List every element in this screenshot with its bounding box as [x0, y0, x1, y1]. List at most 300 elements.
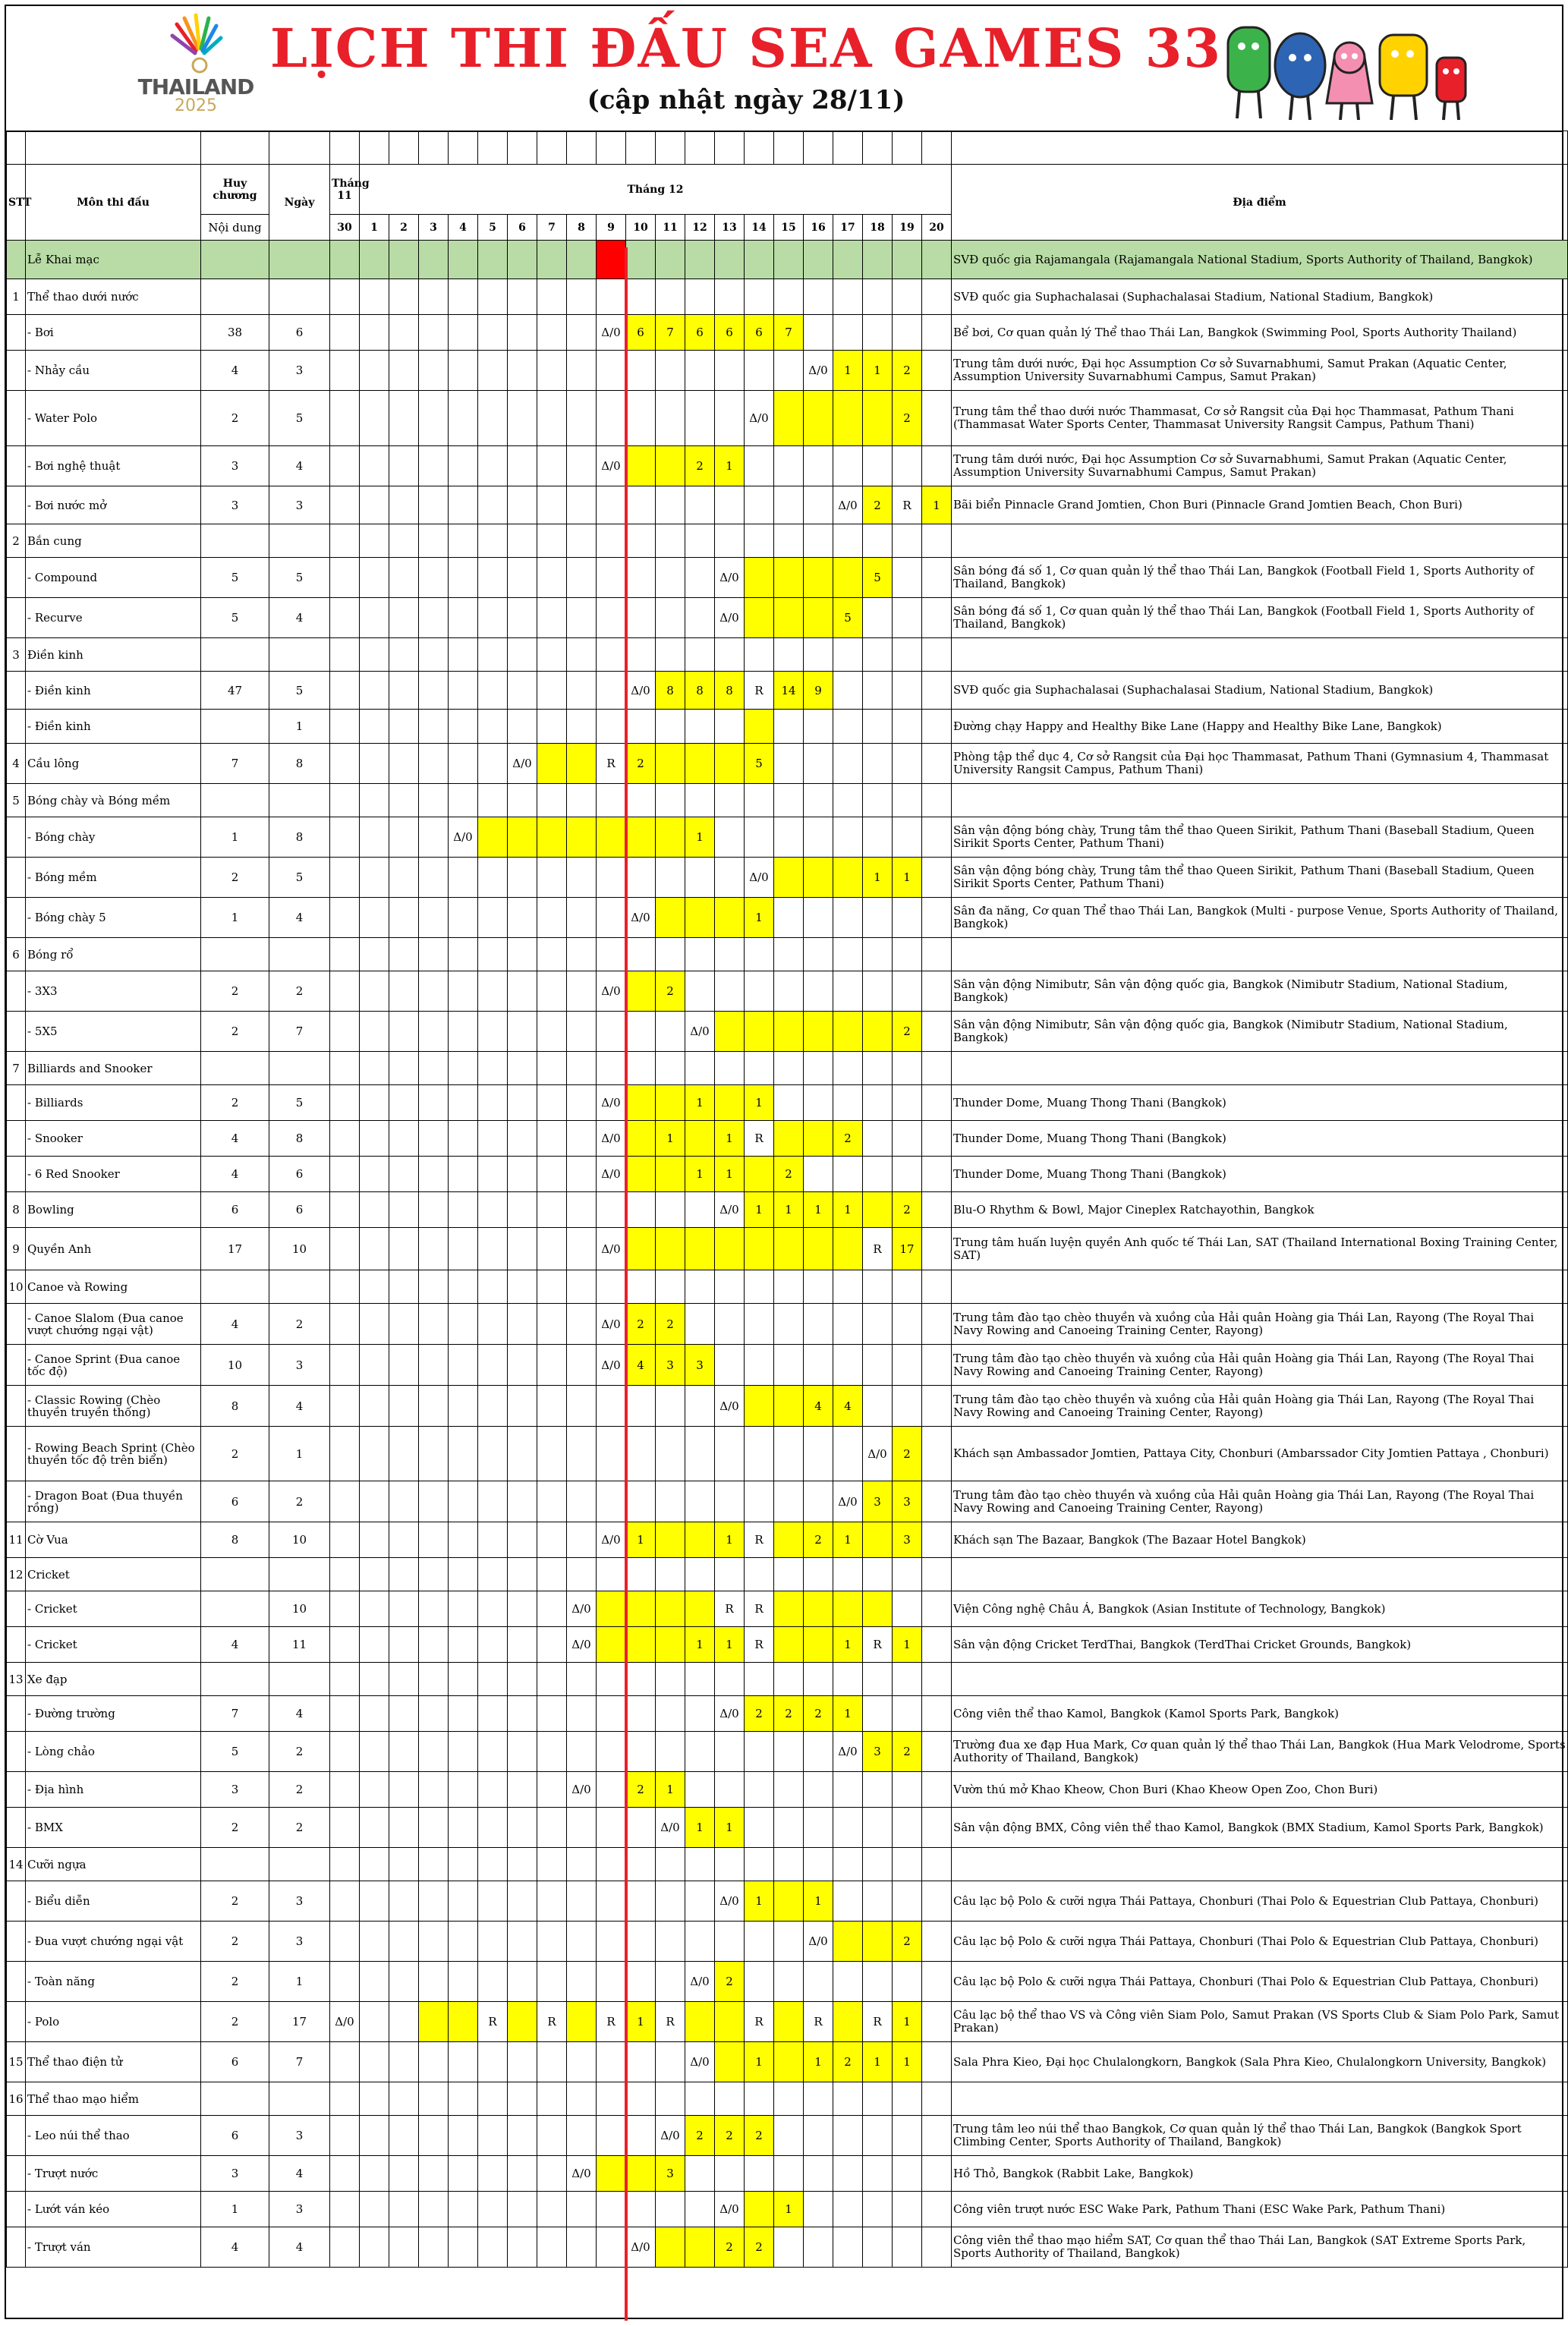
sport-row	[7, 1192, 1568, 1228]
date-cell-4	[449, 1881, 478, 1922]
date-cell-18: 1	[863, 858, 893, 898]
medals-cell: 2	[201, 391, 269, 446]
date-cell-8	[567, 391, 597, 446]
date-cell-6	[508, 858, 537, 898]
sport-row	[7, 2156, 1568, 2192]
date-cell-13	[715, 241, 745, 279]
date-cell-11	[656, 2227, 685, 2268]
date-cell-10	[626, 1012, 656, 1052]
date-cell-1	[360, 1012, 389, 1052]
date-cell-1	[360, 1591, 389, 1627]
date-cell-13	[715, 938, 745, 971]
logo-year-text: 2025	[175, 96, 217, 115]
date-cell-5	[478, 486, 508, 524]
date-cell-12	[685, 1732, 715, 1772]
date-cell-16	[804, 817, 833, 858]
date-cell-2	[389, 1270, 419, 1304]
stt-cell	[7, 391, 26, 446]
date-cell-7	[537, 1881, 567, 1922]
date-cell-11	[656, 1558, 685, 1591]
date-cell-8	[567, 351, 597, 391]
date-cell-16	[804, 315, 833, 351]
sport-row	[7, 446, 1568, 486]
date-cell-6	[508, 351, 537, 391]
date-cell-4	[449, 1732, 478, 1772]
date-cell-8	[567, 2227, 597, 2268]
date-cell-3	[419, 1962, 449, 2002]
days-cell: 6	[269, 1192, 330, 1228]
days-cell: 3	[269, 486, 330, 524]
date-cell-3	[419, 784, 449, 817]
date-cell-14	[745, 351, 774, 391]
date-cell-19	[893, 784, 922, 817]
sport-row	[7, 898, 1568, 938]
date-cell-7	[537, 446, 567, 486]
date-cell-19	[893, 2156, 922, 2192]
date-cell-1	[360, 858, 389, 898]
days-cell: 10	[269, 1591, 330, 1627]
date-cell-1	[360, 315, 389, 351]
date-cell-5	[478, 1558, 508, 1591]
venue-cell: Trường đua xe đạp Hua Mark, Cơ quan quản lý thể thao Thái Lan, Bangkok (Hua Mark Velodrome, Sports Authority of Thailand, Bangkok)	[952, 1732, 1568, 1772]
date-cell-6	[508, 817, 537, 858]
date-cell-5	[478, 1522, 508, 1558]
date-cell-11	[656, 446, 685, 486]
date-cell-7	[537, 710, 567, 744]
sport-row	[7, 2082, 1568, 2116]
date-cell-15	[774, 1481, 804, 1522]
days-cell: 2	[269, 1732, 330, 1772]
date-cell-20	[922, 1696, 952, 1732]
date-cell-17	[833, 524, 863, 558]
schedule-table	[6, 131, 1568, 2268]
date-cell-5	[478, 1085, 508, 1121]
date-cell-2	[389, 315, 419, 351]
date-cell-8	[567, 1962, 597, 2002]
date-cell-10	[626, 2192, 656, 2227]
date-cell-19	[893, 1663, 922, 1696]
spacer-cell	[330, 131, 360, 165]
date-header-2: 2	[389, 215, 419, 241]
date-cell-19: 1	[893, 1627, 922, 1663]
date-cell-30	[330, 1732, 360, 1772]
date-cell-4	[449, 1304, 478, 1345]
venue-cell: Trung tâm dưới nước, Đại học Assumption Cơ sở Suvarnabhumi, Samut Prakan (Aquatic Center, Assumption University Suvarnabhumi Campus, Samut Prakan)	[952, 351, 1568, 391]
date-cell-5	[478, 938, 508, 971]
date-cell-7	[537, 1627, 567, 1663]
date-cell-19: 2	[893, 1922, 922, 1962]
date-cell-30	[330, 1228, 360, 1270]
date-cell-30	[330, 391, 360, 446]
date-cell-15	[774, 1270, 804, 1304]
days-cell: 11	[269, 1627, 330, 1663]
date-cell-20	[922, 938, 952, 971]
venue-cell	[952, 638, 1568, 672]
date-cell-13: R	[715, 1591, 745, 1627]
days-cell: 8	[269, 744, 330, 784]
date-cell-30	[330, 1591, 360, 1627]
stt-cell: 16	[7, 2082, 26, 2116]
date-cell-14: 1	[745, 1192, 774, 1228]
date-cell-5	[478, 672, 508, 710]
date-cell-17	[833, 1663, 863, 1696]
date-cell-20	[922, 1627, 952, 1663]
date-cell-2	[389, 2156, 419, 2192]
date-cell-6	[508, 710, 537, 744]
date-cell-2	[389, 1591, 419, 1627]
date-cell-3	[419, 2192, 449, 2227]
date-cell-7	[537, 1962, 567, 2002]
sport-name-cell: Bóng rổ	[26, 938, 201, 971]
date-cell-12	[685, 1427, 715, 1481]
date-cell-10	[626, 1270, 656, 1304]
date-cell-18	[863, 2082, 893, 2116]
date-cell-9	[597, 2192, 626, 2227]
sport-name-cell: - Bóng mềm	[26, 858, 201, 898]
date-header-13: 13	[715, 215, 745, 241]
date-cell-18	[863, 1157, 893, 1192]
date-cell-13	[715, 1052, 745, 1085]
date-cell-15	[774, 1085, 804, 1121]
date-cell-17	[833, 1304, 863, 1345]
date-cell-15	[774, 391, 804, 446]
sport-row	[7, 1345, 1568, 1386]
sport-name-cell: - Nhảy cầu	[26, 351, 201, 391]
date-cell-5	[478, 2227, 508, 2268]
venue-cell: Câu lạc bộ Polo & cưỡi ngựa Thái Pattaya, Chonburi (Thai Polo & Equestrian Club Pattaya, Chonburi)	[952, 1922, 1568, 1962]
date-cell-10	[626, 446, 656, 486]
date-cell-15: 2	[774, 1696, 804, 1732]
date-cell-7: R	[537, 2002, 567, 2042]
days-cell: 3	[269, 1922, 330, 1962]
sport-row	[7, 598, 1568, 638]
stt-cell	[7, 710, 26, 744]
date-cell-19	[893, 1121, 922, 1157]
sport-name-cell: Xe đạp	[26, 1663, 201, 1696]
date-cell-13: 2	[715, 1962, 745, 2002]
sport-name-cell: - Điền kinh	[26, 710, 201, 744]
date-cell-5	[478, 2082, 508, 2116]
date-cell-17	[833, 898, 863, 938]
date-cell-17	[833, 710, 863, 744]
logo-country-text: THAILAND	[137, 74, 254, 99]
date-cell-3	[419, 1085, 449, 1121]
date-cell-17: 1	[833, 1627, 863, 1663]
stt-cell	[7, 2227, 26, 2268]
date-cell-13: Δ/0	[715, 1696, 745, 1732]
date-header-12: 12	[685, 215, 715, 241]
date-cell-3	[419, 938, 449, 971]
date-cell-20	[922, 391, 952, 446]
date-cell-12: 1	[685, 1085, 715, 1121]
stt-cell: 6	[7, 938, 26, 971]
date-cell-5	[478, 2156, 508, 2192]
date-cell-4	[449, 672, 478, 710]
date-cell-20	[922, 1052, 952, 1085]
date-cell-2	[389, 1696, 419, 1732]
date-cell-8	[567, 784, 597, 817]
sport-row	[7, 1772, 1568, 1808]
date-cell-13	[715, 858, 745, 898]
date-cell-3	[419, 1772, 449, 1808]
date-cell-16	[804, 1663, 833, 1696]
date-cell-12: Δ/0	[685, 2042, 715, 2082]
date-cell-14	[745, 2156, 774, 2192]
date-cell-11	[656, 784, 685, 817]
date-cell-14	[745, 971, 774, 1012]
days-cell: 4	[269, 898, 330, 938]
spacer-cell	[360, 131, 389, 165]
date-cell-20	[922, 638, 952, 672]
date-cell-13	[715, 1732, 745, 1772]
date-cell-18	[863, 1304, 893, 1345]
date-cell-13	[715, 1558, 745, 1591]
date-cell-16	[804, 1228, 833, 1270]
date-cell-14	[745, 279, 774, 315]
date-cell-5	[478, 1012, 508, 1052]
stt-cell	[7, 858, 26, 898]
sport-name-cell: - Trượt ván	[26, 2227, 201, 2268]
date-cell-11	[656, 2082, 685, 2116]
date-cell-9	[597, 1848, 626, 1881]
date-cell-1	[360, 1522, 389, 1558]
stt-cell: 8	[7, 1192, 26, 1228]
date-cell-16	[804, 1591, 833, 1627]
date-cell-2	[389, 1881, 419, 1922]
date-cell-6	[508, 1192, 537, 1228]
mascot-blue-icon	[1275, 33, 1325, 120]
days-cell: 10	[269, 1228, 330, 1270]
date-cell-8	[567, 1157, 597, 1192]
date-cell-18: R	[863, 2002, 893, 2042]
date-cell-10	[626, 558, 656, 598]
date-cell-30	[330, 446, 360, 486]
date-cell-7	[537, 638, 567, 672]
date-cell-13	[715, 351, 745, 391]
sport-name-cell: - Cricket	[26, 1591, 201, 1627]
date-header-20: 20	[922, 215, 952, 241]
date-cell-17	[833, 744, 863, 784]
date-cell-6	[508, 1558, 537, 1591]
sport-name-cell: - Polo	[26, 2002, 201, 2042]
mascot-pink-icon	[1327, 42, 1372, 120]
date-cell-8	[567, 1922, 597, 1962]
date-cell-30	[330, 1663, 360, 1696]
date-cell-9	[597, 1012, 626, 1052]
venue-cell: Bể bơi, Cơ quan quản lý Thể thao Thái Lan, Bangkok (Swimming Pool, Sports Authority Thailand)	[952, 315, 1568, 351]
date-cell-7	[537, 938, 567, 971]
date-cell-9	[597, 279, 626, 315]
date-cell-17: 1	[833, 351, 863, 391]
date-cell-18	[863, 1881, 893, 1922]
date-cell-4	[449, 391, 478, 446]
venue-cell: Bãi biển Pinnacle Grand Jomtien, Chon Buri (Pinnacle Grand Jomtien Beach, Chon Buri)	[952, 486, 1568, 524]
date-cell-14: R	[745, 1591, 774, 1627]
date-cell-2	[389, 1386, 419, 1427]
days-cell: 3	[269, 1345, 330, 1386]
date-cell-30	[330, 1922, 360, 1962]
date-cell-16	[804, 1012, 833, 1052]
date-cell-11: 3	[656, 2156, 685, 2192]
date-cell-15	[774, 1012, 804, 1052]
date-cell-20	[922, 1772, 952, 1808]
date-cell-17	[833, 2156, 863, 2192]
date-cell-6	[508, 315, 537, 351]
date-cell-4	[449, 1012, 478, 1052]
medals-cell: 4	[201, 1157, 269, 1192]
sport-name-cell: - Biểu diễn	[26, 1881, 201, 1922]
date-cell-2	[389, 446, 419, 486]
date-cell-14	[745, 524, 774, 558]
sport-row	[7, 558, 1568, 598]
date-cell-16: 9	[804, 672, 833, 710]
date-cell-12	[685, 638, 715, 672]
date-cell-20	[922, 1386, 952, 1427]
date-cell-14: 2	[745, 1696, 774, 1732]
medals-cell: 3	[201, 1772, 269, 1808]
date-cell-1	[360, 2042, 389, 2082]
date-cell-16	[804, 2156, 833, 2192]
date-cell-20	[922, 2002, 952, 2042]
date-cell-1	[360, 241, 389, 279]
date-cell-3	[419, 446, 449, 486]
date-cell-14: 1	[745, 2042, 774, 2082]
date-cell-9	[597, 558, 626, 598]
date-cell-2	[389, 486, 419, 524]
date-cell-8	[567, 486, 597, 524]
date-cell-17	[833, 2116, 863, 2156]
date-cell-17	[833, 2227, 863, 2268]
date-cell-18	[863, 672, 893, 710]
date-cell-1	[360, 1922, 389, 1962]
date-cell-10	[626, 2116, 656, 2156]
date-cell-3	[419, 351, 449, 391]
venue-header: Địa điểm	[952, 165, 1568, 241]
date-header-18: 18	[863, 215, 893, 241]
sport-name-cell: - Billiards	[26, 1085, 201, 1121]
date-cell-16	[804, 1732, 833, 1772]
date-cell-13	[715, 1663, 745, 1696]
date-cell-4	[449, 2227, 478, 2268]
date-cell-20	[922, 2042, 952, 2082]
date-cell-17	[833, 315, 863, 351]
date-cell-4: Δ/0	[449, 817, 478, 858]
date-cell-3	[419, 1270, 449, 1304]
date-cell-20	[922, 2227, 952, 2268]
date-cell-5	[478, 391, 508, 446]
venue-cell: Trung tâm đào tạo chèo thuyền và xuồng của Hải quân Hoàng gia Thái Lan, Rayong (The Royal Thai Navy Rowing and Canoeing Training Center, Rayong)	[952, 1304, 1568, 1345]
sport-row	[7, 1732, 1568, 1772]
date-cell-7	[537, 2082, 567, 2116]
date-cell-13: Δ/0	[715, 598, 745, 638]
date-cell-15	[774, 1732, 804, 1772]
date-cell-6	[508, 1772, 537, 1808]
date-cell-9	[597, 2227, 626, 2268]
date-cell-5	[478, 971, 508, 1012]
date-cell-11	[656, 710, 685, 744]
sport-name-cell: Bóng chày và Bóng mềm	[26, 784, 201, 817]
date-cell-16: R	[804, 2002, 833, 2042]
date-cell-1	[360, 486, 389, 524]
medals-cell: 2	[201, 1881, 269, 1922]
date-cell-15	[774, 1663, 804, 1696]
date-cell-14	[745, 1732, 774, 1772]
date-cell-3	[419, 1627, 449, 1663]
date-cell-8	[567, 1012, 597, 1052]
date-cell-3	[419, 1696, 449, 1732]
date-cell-14	[745, 1962, 774, 2002]
spacer-cell	[745, 131, 774, 165]
date-cell-16: 1	[804, 1192, 833, 1228]
date-cell-7	[537, 1922, 567, 1962]
date-cell-3	[419, 279, 449, 315]
date-cell-16	[804, 524, 833, 558]
date-cell-30	[330, 1012, 360, 1052]
date-cell-12	[685, 1052, 715, 1085]
stt-cell	[7, 558, 26, 598]
sport-row	[7, 2002, 1568, 2042]
date-cell-6	[508, 1627, 537, 1663]
date-cell-12	[685, 1228, 715, 1270]
date-cell-10	[626, 1481, 656, 1522]
date-cell-15	[774, 744, 804, 784]
days-cell: 8	[269, 1121, 330, 1157]
date-cell-12: 1	[685, 1808, 715, 1848]
date-cell-14	[745, 2192, 774, 2227]
date-cell-7	[537, 1848, 567, 1881]
venue-cell: Câu lạc bộ Polo & cưỡi ngựa Thái Pattaya, Chonburi (Thai Polo & Equestrian Club Pattaya, Chonburi)	[952, 1881, 1568, 1922]
date-cell-8	[567, 1558, 597, 1591]
venue-cell: Trung tâm đào tạo chèo thuyền và xuồng của Hải quân Hoàng gia Thái Lan, Rayong (The Royal Thai Navy Rowing and Canoeing Training Center, Rayong)	[952, 1481, 1568, 1522]
sport-name-cell: - Điền kinh	[26, 672, 201, 710]
date-cell-6	[508, 446, 537, 486]
stt-cell: 10	[7, 1270, 26, 1304]
date-cell-11	[656, 391, 685, 446]
date-cell-19	[893, 1386, 922, 1427]
date-cell-5	[478, 744, 508, 784]
date-cell-7	[537, 1121, 567, 1157]
date-cell-9	[597, 784, 626, 817]
date-cell-3	[419, 1922, 449, 1962]
date-cell-17	[833, 241, 863, 279]
date-cell-7	[537, 1591, 567, 1627]
date-cell-19	[893, 672, 922, 710]
date-cell-12	[685, 1270, 715, 1304]
stt-cell	[7, 1591, 26, 1627]
date-cell-8	[567, 1663, 597, 1696]
date-cell-17: Δ/0	[833, 1481, 863, 1522]
stt-cell	[7, 351, 26, 391]
date-cell-10	[626, 1591, 656, 1627]
date-cell-4	[449, 1192, 478, 1228]
date-cell-19	[893, 558, 922, 598]
date-cell-6	[508, 2116, 537, 2156]
date-cell-14	[745, 1772, 774, 1808]
date-cell-20	[922, 1881, 952, 1922]
date-cell-9: Δ/0	[597, 315, 626, 351]
date-cell-19	[893, 1848, 922, 1881]
date-cell-13	[715, 1345, 745, 1386]
date-cell-18	[863, 1848, 893, 1881]
stt-cell	[7, 1808, 26, 1848]
date-cell-12	[685, 1121, 715, 1157]
date-cell-9	[597, 486, 626, 524]
date-cell-9: Δ/0	[597, 1085, 626, 1121]
date-cell-17	[833, 558, 863, 598]
venue-cell: SVĐ quốc gia Rajamangala (Rajamangala National Stadium, Sports Authority of Thailand, Bangkok)	[952, 241, 1568, 279]
date-cell-30	[330, 638, 360, 672]
date-cell-4	[449, 1848, 478, 1881]
